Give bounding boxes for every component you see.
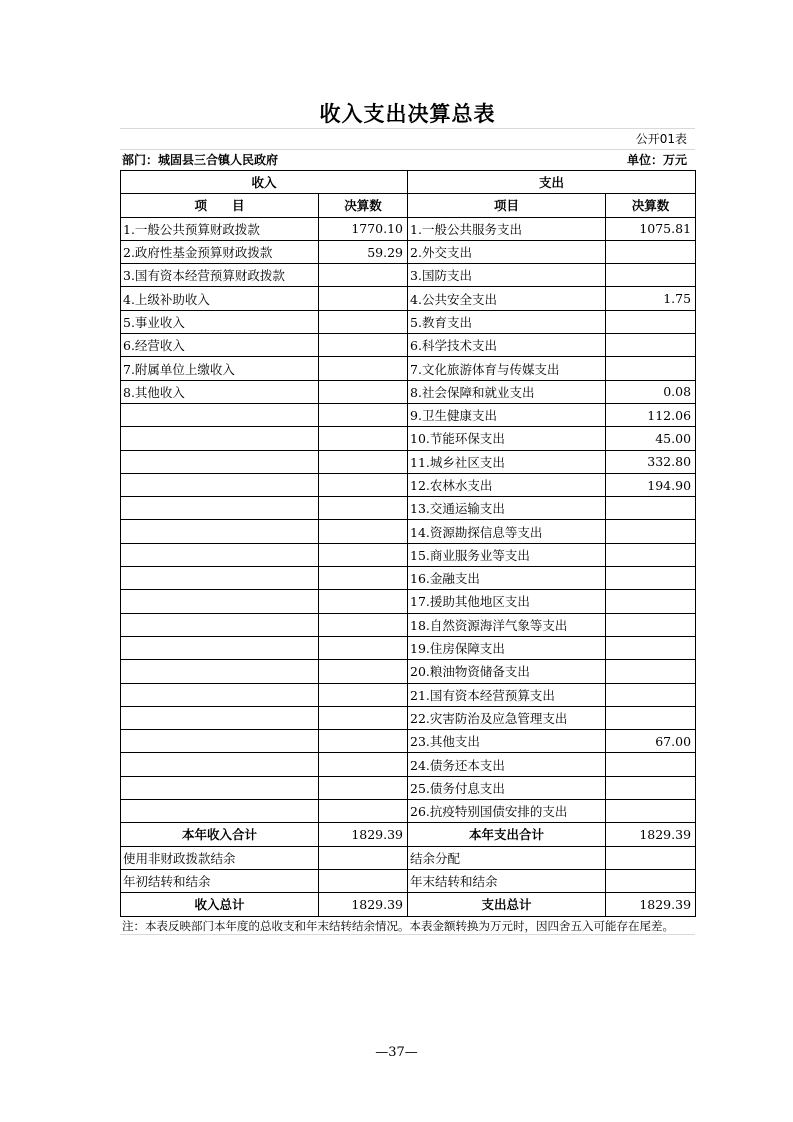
- table-row: [121, 660, 696, 683]
- expense-amount-cell: [606, 543, 696, 566]
- expense-item-cell: 14.资源勘探信息等支出: [408, 520, 606, 543]
- income-amount-cell: [319, 636, 408, 659]
- expense-item-cell: 2.外交支出: [408, 240, 606, 263]
- surplus-dist-label: 结余分配: [408, 846, 606, 869]
- expense-item-cell: 17.援助其他地区支出: [408, 590, 606, 613]
- column-header-row: [121, 194, 696, 217]
- table-row: [121, 776, 696, 799]
- year-income-amount: 1829.39: [319, 823, 408, 846]
- income-amount-cell: [319, 613, 408, 636]
- expense-item-cell: 9.卫生健康支出: [408, 403, 606, 426]
- income-section-header: 收入: [121, 171, 408, 194]
- expense-item-cell: 20.粮油物资储备支出: [408, 660, 606, 683]
- budget-table: [120, 170, 696, 917]
- table-row: [121, 683, 696, 706]
- expense-amount-cell: 112.06: [606, 403, 696, 426]
- expense-item-cell: 15.商业服务业等支出: [408, 543, 606, 566]
- table-row: [121, 730, 696, 753]
- income-amount-cell: [319, 264, 408, 287]
- table-row: [121, 473, 696, 496]
- income-item-cell: 7.附属单位上缴收入: [121, 357, 319, 380]
- expense-amount-cell: [606, 240, 696, 263]
- carry-row: [121, 869, 696, 892]
- expense-item-cell: 6.科学技术支出: [408, 334, 606, 357]
- expense-amount-cell: [606, 636, 696, 659]
- income-item-cell: [121, 660, 319, 683]
- income-amount-cell: [319, 776, 408, 799]
- income-item-cell: [121, 567, 319, 590]
- year-income-label: 本年收入合计: [121, 823, 319, 846]
- expense-amount-cell: [606, 357, 696, 380]
- table-body: [121, 217, 696, 823]
- income-item-cell: [121, 776, 319, 799]
- income-amount-cell: [319, 287, 408, 310]
- expense-amount-cell: [606, 590, 696, 613]
- table-row: [121, 287, 696, 310]
- income-amount-cell: [319, 683, 408, 706]
- income-total-label: 收入总计: [121, 893, 319, 916]
- income-item-cell: [121, 800, 319, 823]
- surplus-dist-amount: [606, 846, 696, 869]
- expense-section-header: 支出: [408, 171, 696, 194]
- expense-item-cell: 4.公共安全支出: [408, 287, 606, 310]
- grand-total-row: [121, 893, 696, 916]
- begin-carry-label: 年初结转和结余: [121, 869, 319, 892]
- income-amount-cell: [319, 380, 408, 403]
- expense-item-cell: 3.国防支出: [408, 264, 606, 287]
- expense-amount-cell: [606, 497, 696, 520]
- expense-amount-cell: [606, 567, 696, 590]
- expense-amount-cell: [606, 613, 696, 636]
- report-title: 收入支出决算总表: [120, 100, 695, 129]
- table-row: [121, 240, 696, 263]
- table-row: [121, 380, 696, 403]
- income-item-cell: 2.政府性基金预算财政拨款: [121, 240, 319, 263]
- income-item-cell: [121, 753, 319, 776]
- page-number: —37—: [375, 1045, 418, 1060]
- income-amount-cell: [319, 730, 408, 753]
- income-item-cell: 3.国有资本经营预算财政拨款: [121, 264, 319, 287]
- income-item-cell: 1.一般公共预算财政拨款: [121, 217, 319, 240]
- expense-total-amount: 1829.39: [606, 893, 696, 916]
- income-item-cell: [121, 497, 319, 520]
- expense-amount-cell: [606, 683, 696, 706]
- income-amount-cell: [319, 473, 408, 496]
- balance-row: [121, 846, 696, 869]
- nonfiscal-label: 使用非财政拨款结余: [121, 846, 319, 869]
- expense-amount-cell: [606, 706, 696, 729]
- expense-item-cell: 22.灾害防治及应急管理支出: [408, 706, 606, 729]
- income-item-header: 项 目: [121, 194, 319, 217]
- income-amount-cell: [319, 660, 408, 683]
- table-row: [121, 427, 696, 450]
- expense-total-label: 支出总计: [408, 893, 606, 916]
- expense-amount-cell: 0.08: [606, 380, 696, 403]
- table-row: [121, 403, 696, 426]
- income-amount-cell: [319, 753, 408, 776]
- end-carry-amount: [606, 869, 696, 892]
- expense-amount-cell: 45.00: [606, 427, 696, 450]
- income-amount-cell: [319, 567, 408, 590]
- form-code: 公开01表: [120, 129, 695, 150]
- expense-item-cell: 7.文化旅游体育与传媒支出: [408, 357, 606, 380]
- income-amount-cell: [319, 520, 408, 543]
- income-amount-cell: [319, 334, 408, 357]
- section-header-row: [121, 171, 696, 194]
- income-amount-cell: [319, 427, 408, 450]
- table-row: [121, 543, 696, 566]
- year-expense-label: 本年支出合计: [408, 823, 606, 846]
- expense-item-cell: 26.抗疫特别国债安排的支出: [408, 800, 606, 823]
- end-carry-label: 年末结转和结余: [408, 869, 606, 892]
- income-amount-cell: [319, 403, 408, 426]
- expense-amount-cell: [606, 776, 696, 799]
- table-row: [121, 800, 696, 823]
- table-row: [121, 636, 696, 659]
- income-total-amount: 1829.39: [319, 893, 408, 916]
- begin-carry-amount: [319, 869, 408, 892]
- income-amount-cell: 1770.10: [319, 217, 408, 240]
- expense-item-cell: 23.其他支出: [408, 730, 606, 753]
- unit-label: 单位：万元: [626, 153, 687, 167]
- expense-item-header: 项目: [408, 194, 606, 217]
- table-row: [121, 357, 696, 380]
- income-item-cell: 8.其他收入: [121, 380, 319, 403]
- income-item-cell: [121, 683, 319, 706]
- table-row: [121, 590, 696, 613]
- expense-amount-cell: [606, 310, 696, 333]
- table-row: [121, 497, 696, 520]
- meta-row: [120, 150, 695, 170]
- expense-item-cell: 1.一般公共服务支出: [408, 217, 606, 240]
- footnote: 注：本表反映部门本年度的总收支和年末结转结余情况。本表金额转换为万元时，因四舍五入可能存在尾差。: [120, 917, 695, 935]
- income-item-cell: [121, 473, 319, 496]
- income-amount-cell: [319, 706, 408, 729]
- expense-amount-cell: 1075.81: [606, 217, 696, 240]
- expense-item-cell: 18.自然资源海洋气象等支出: [408, 613, 606, 636]
- expense-amount-cell: 1.75: [606, 287, 696, 310]
- expense-item-cell: 5.教育支出: [408, 310, 606, 333]
- income-amount-cell: 59.29: [319, 240, 408, 263]
- expense-item-cell: 24.债务还本支出: [408, 753, 606, 776]
- table-row: [121, 613, 696, 636]
- report-sheet: [120, 100, 695, 935]
- income-item-cell: [121, 613, 319, 636]
- table-row: [121, 310, 696, 333]
- table-row: [121, 520, 696, 543]
- expense-item-cell: 12.农林水支出: [408, 473, 606, 496]
- income-item-cell: [121, 543, 319, 566]
- expense-amount-cell: [606, 753, 696, 776]
- income-amount-cell: [319, 310, 408, 333]
- table-row: [121, 706, 696, 729]
- income-item-cell: 6.经营收入: [121, 334, 319, 357]
- expense-item-cell: 21.国有资本经营预算支出: [408, 683, 606, 706]
- expense-amount-cell: 194.90: [606, 473, 696, 496]
- income-item-cell: [121, 403, 319, 426]
- income-item-cell: 5.事业收入: [121, 310, 319, 333]
- income-amount-cell: [319, 357, 408, 380]
- income-item-cell: [121, 706, 319, 729]
- table-row: [121, 567, 696, 590]
- expense-amount-cell: 67.00: [606, 730, 696, 753]
- income-item-cell: [121, 520, 319, 543]
- nonfiscal-amount: [319, 846, 408, 869]
- table-row: [121, 217, 696, 240]
- expense-amount-cell: [606, 334, 696, 357]
- income-amount-cell: [319, 590, 408, 613]
- income-item-cell: [121, 730, 319, 753]
- income-amount-cell: [319, 497, 408, 520]
- table-row: [121, 334, 696, 357]
- expense-amount-cell: 332.80: [606, 450, 696, 473]
- year-expense-amount: 1829.39: [606, 823, 696, 846]
- totals-body: [121, 823, 696, 916]
- expense-item-cell: 13.交通运输支出: [408, 497, 606, 520]
- table-row: [121, 753, 696, 776]
- expense-item-cell: 25.债务付息支出: [408, 776, 606, 799]
- income-amount-header: 决算数: [319, 194, 408, 217]
- department-label: 部门：城固县三合镇人民政府: [122, 153, 279, 167]
- income-amount-cell: [319, 450, 408, 473]
- expense-amount-cell: [606, 660, 696, 683]
- income-item-cell: [121, 427, 319, 450]
- expense-amount-cell: [606, 520, 696, 543]
- income-item-cell: [121, 636, 319, 659]
- table-row: [121, 264, 696, 287]
- income-item-cell: [121, 590, 319, 613]
- income-amount-cell: [319, 543, 408, 566]
- year-total-row: [121, 823, 696, 846]
- income-amount-cell: [319, 800, 408, 823]
- expense-item-cell: 8.社会保障和就业支出: [408, 380, 606, 403]
- income-item-cell: [121, 450, 319, 473]
- table-row: [121, 450, 696, 473]
- expense-item-cell: 10.节能环保支出: [408, 427, 606, 450]
- expense-amount-header: 决算数: [606, 194, 696, 217]
- expense-item-cell: 16.金融支出: [408, 567, 606, 590]
- expense-amount-cell: [606, 800, 696, 823]
- expense-amount-cell: [606, 264, 696, 287]
- expense-item-cell: 11.城乡社区支出: [408, 450, 606, 473]
- expense-item-cell: 19.住房保障支出: [408, 636, 606, 659]
- income-item-cell: 4.上级补助收入: [121, 287, 319, 310]
